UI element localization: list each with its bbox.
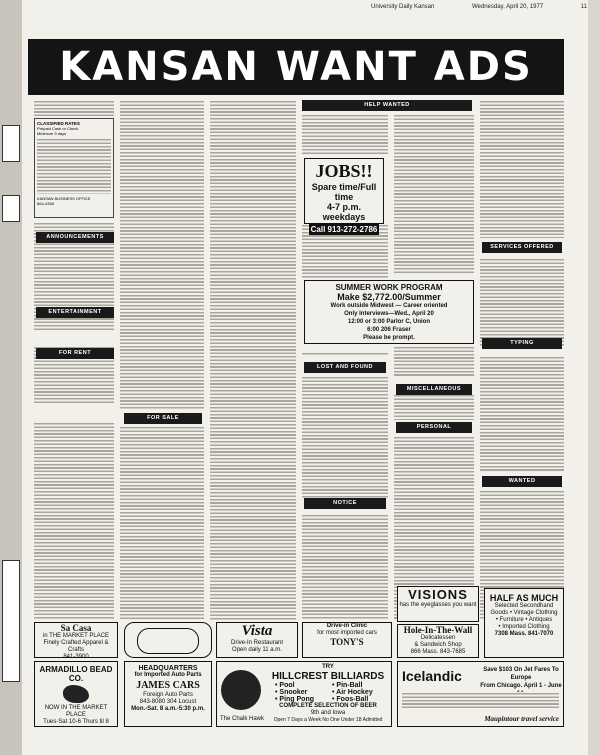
james-cars-line: Foreign Auto Parts bbox=[143, 692, 193, 698]
page-number: 11 bbox=[580, 4, 587, 10]
vista-name: Vista bbox=[241, 623, 273, 639]
icelandic-body-text bbox=[402, 692, 559, 710]
section-typing: TYPING bbox=[482, 338, 562, 349]
armadillo-hours: Tues-Sat 10-6 Thurs til 8 bbox=[43, 719, 109, 725]
paper-name: University Daily Kansan bbox=[371, 4, 435, 10]
classified-rates-box bbox=[34, 118, 114, 218]
hole-in-the-wall-line: Delicatessen bbox=[420, 635, 456, 641]
classified-text bbox=[394, 114, 474, 274]
jobs-title: JOBS!! bbox=[315, 161, 373, 181]
vista-ad bbox=[216, 622, 298, 658]
classified-text bbox=[120, 100, 204, 410]
page-title: KANSAN WANT ADS bbox=[28, 39, 564, 95]
icelandic-ad bbox=[397, 661, 564, 727]
rates-line: Minimum 3 days bbox=[37, 131, 67, 136]
sa-casa-line: Finely Crafted Apparel & Crafts bbox=[43, 640, 109, 653]
summer-line: Only Interviews—Wed., April 20 bbox=[344, 311, 434, 317]
classified-text bbox=[34, 422, 114, 620]
column-2 bbox=[120, 100, 204, 620]
classified-text bbox=[302, 114, 388, 156]
visions-name: VISIONS bbox=[408, 587, 468, 602]
summer-salary: Make $2,772.00/Summer bbox=[337, 292, 441, 302]
sa-casa-line: in THE MARKET PLACE bbox=[42, 633, 110, 639]
classified-text bbox=[480, 356, 564, 472]
hole-in-the-wall-address: 866 Mass. 843-7685 bbox=[410, 649, 466, 655]
hillcrest-item: • Air Hockey bbox=[332, 689, 373, 696]
adjacent-page-ad bbox=[2, 560, 20, 682]
james-cars-line: for Imported Auto Parts bbox=[134, 672, 202, 678]
rates-line: Prepaid Cash or Check bbox=[37, 126, 79, 131]
jobs-line: Spare time/Full bbox=[311, 182, 377, 192]
summer-line: 12:00 or 3:00 Parlor C, Union bbox=[347, 319, 431, 325]
vista-line: Drive-In Restaurant bbox=[230, 640, 284, 646]
rates-title: CLASSIFIED RATES bbox=[37, 121, 80, 126]
adjacent-page-ad bbox=[2, 125, 20, 162]
emblem-ad bbox=[124, 622, 212, 658]
sa-casa-phone: 841-3900 bbox=[63, 654, 89, 660]
tonys-ad bbox=[302, 622, 392, 658]
summer-line: Work outside Midwest — Career oriented bbox=[330, 303, 448, 309]
hillcrest-item: • Pool bbox=[275, 682, 295, 689]
hillcrest-billiards-ad bbox=[216, 661, 392, 727]
icelandic-dates: From Chicago. April 1 - June bbox=[480, 683, 562, 689]
half-as-much-name: HALF AS MUCH bbox=[489, 593, 559, 603]
chalk-hawk-icon bbox=[221, 670, 261, 710]
hillcrest-line: COMPLETE SELECTION OF BEER bbox=[279, 703, 377, 709]
classified-text bbox=[210, 100, 296, 620]
section-services-offered: SERVICES OFFERED bbox=[482, 242, 562, 253]
sa-casa-ad bbox=[34, 622, 118, 658]
maupintour-name: Maupintour travel service bbox=[484, 715, 559, 723]
hillcrest-item: • Foos-Ball bbox=[332, 696, 369, 703]
column-5 bbox=[394, 114, 474, 620]
section-help-wanted: HELP WANTED bbox=[302, 100, 472, 111]
tonys-name: TONY'S bbox=[330, 637, 364, 647]
classified-text bbox=[480, 100, 564, 238]
classified-text bbox=[394, 346, 474, 376]
emblem-logo bbox=[137, 628, 199, 654]
half-as-much-line: Selected Secondhand bbox=[494, 603, 554, 609]
half-as-much-line: • Furniture • Antiques bbox=[495, 617, 553, 623]
summer-line: Please be prompt. bbox=[363, 335, 415, 341]
rates-table bbox=[37, 138, 111, 194]
classified-text bbox=[302, 352, 388, 356]
issue-date: Wednesday, April 20, 1977 bbox=[471, 4, 544, 10]
james-cars-name: JAMES CARS bbox=[136, 680, 200, 691]
jobs-ad bbox=[304, 158, 384, 234]
classified-text bbox=[120, 426, 204, 620]
chalk-hawk-label: The Chalk Hawk bbox=[219, 716, 264, 722]
classified-text bbox=[302, 514, 388, 620]
hillcrest-item: • Ping Pong bbox=[275, 696, 315, 703]
half-as-much-address: 7308 Mass. 841-7070 bbox=[494, 631, 554, 637]
column-6 bbox=[480, 100, 564, 620]
visions-ad bbox=[397, 586, 479, 622]
tonys-line: for most imported cars bbox=[317, 630, 377, 636]
james-cars-address: 843-8080 304 Locust bbox=[139, 699, 197, 705]
hillcrest-item: • Pin-Ball bbox=[332, 682, 363, 689]
hillcrest-try: TRY bbox=[322, 664, 334, 670]
column-3 bbox=[210, 100, 296, 620]
hillcrest-hours: Open 7 Days a Week No One Under 18 Admitted bbox=[273, 717, 383, 723]
page-header bbox=[371, 4, 587, 10]
summer-line: 6:00 206 Fraser bbox=[367, 327, 411, 333]
classified-text bbox=[480, 258, 564, 346]
jobs-line: time bbox=[334, 192, 354, 202]
section-announcements: ANNOUNCEMENTS bbox=[36, 232, 114, 243]
james-cars-headline: HEADQUARTERS bbox=[138, 665, 198, 672]
armadillo-name: ARMADILLO BEAD CO. bbox=[39, 665, 113, 683]
hole-in-the-wall-line: & Sandwich Shop bbox=[414, 642, 462, 648]
section-miscellaneous: MISCELLANEOUS bbox=[396, 384, 472, 395]
classified-text bbox=[34, 100, 114, 116]
vista-line: Open daily 11 a.m. bbox=[232, 647, 282, 653]
sa-casa-name: Sa Casa bbox=[60, 623, 92, 633]
hillcrest-address: 9th and Iowa bbox=[310, 710, 346, 716]
section-wanted: WANTED bbox=[482, 476, 562, 487]
half-as-much-line: Goods • Vintage Clothing bbox=[490, 610, 558, 616]
adjacent-page-ad bbox=[2, 195, 20, 222]
armadillo-line: NOW IN THE MARKET PLACE bbox=[44, 705, 108, 718]
section-lost-found: LOST AND FOUND bbox=[304, 362, 386, 373]
summer-title: SUMMER WORK PROGRAM bbox=[335, 283, 443, 292]
jobs-phone: Call 913-272-2786 bbox=[310, 225, 378, 234]
icelandic-offer: Save $103 On Jet Fares To Europe bbox=[483, 667, 559, 681]
section-personal: PERSONAL bbox=[396, 422, 472, 433]
rates-phone: 864-4358 bbox=[37, 201, 54, 206]
armadillo-icon bbox=[63, 685, 89, 703]
james-cars-ad bbox=[124, 661, 212, 727]
half-as-much-ad bbox=[484, 588, 564, 658]
icelandic-name: Icelandic bbox=[402, 668, 462, 684]
jobs-line: weekdays bbox=[322, 212, 366, 222]
adjacent-page-edge bbox=[0, 0, 22, 755]
hole-in-the-wall-name: Hole-In-The-Wall bbox=[403, 625, 473, 635]
hillcrest-name: HILLCREST BILLIARDS bbox=[271, 671, 385, 682]
tonys-line: Drive-in Clinic bbox=[326, 623, 368, 629]
section-entertainment: ENTERTAINMENT bbox=[36, 307, 114, 318]
jobs-line: 4-7 p.m. bbox=[326, 202, 361, 212]
section-notice: NOTICE bbox=[304, 498, 386, 509]
section-for-rent: FOR RENT bbox=[36, 348, 114, 359]
half-as-much-line: • Imported Clothing bbox=[498, 624, 550, 630]
classified-text bbox=[302, 376, 388, 498]
hole-in-the-wall-ad bbox=[397, 624, 479, 658]
rates-line: KANSAN BUSINESS OFFICE bbox=[37, 196, 91, 201]
section-for-sale: FOR SALE bbox=[124, 413, 202, 424]
hillcrest-item: • Snooker bbox=[275, 689, 308, 696]
james-cars-hours: Mon.-Sat. 8 a.m.-5:30 p.m. bbox=[131, 706, 205, 712]
visions-tagline: has the eyeglasses you want bbox=[399, 602, 477, 608]
armadillo-ad bbox=[34, 661, 118, 727]
classified-text bbox=[394, 394, 474, 420]
